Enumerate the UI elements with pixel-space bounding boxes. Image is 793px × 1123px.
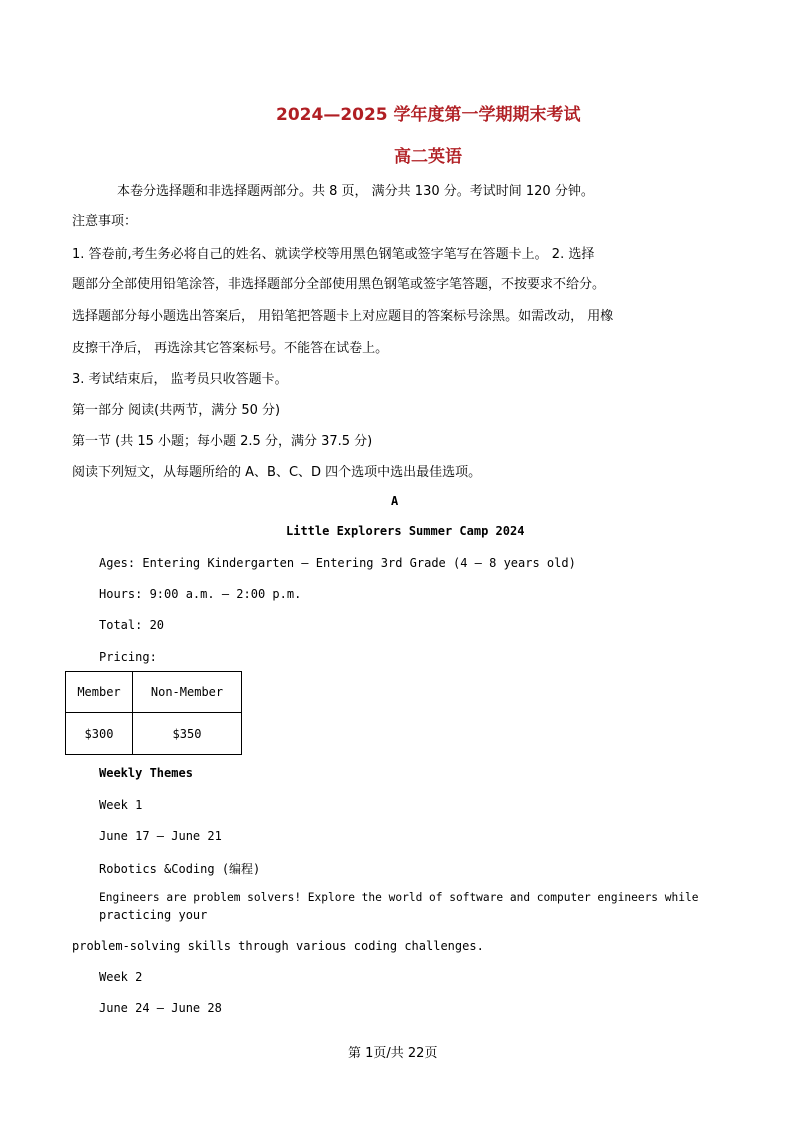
week-2-label: Week 2 bbox=[99, 970, 143, 984]
note-1-line-2: 题部分全部使用铅笔涂答，非选择题部分全部使用黑色钢笔或签字笔答题，不按要求不给分。 bbox=[72, 277, 606, 292]
camp-hours: Hours: 9:00 a.m. — 2:00 p.m. bbox=[99, 587, 302, 601]
reading-instruction: 阅读下列短文，从每题所给的 A、B、C、D 四个选项中选出最佳选项。 bbox=[72, 465, 482, 480]
pricing-table bbox=[65, 671, 242, 755]
note-2-line-2: 皮擦干净后， 再选涂其它答案标号。不能答在试卷上。 bbox=[72, 341, 389, 356]
weekly-themes-heading: Weekly Themes bbox=[99, 766, 193, 780]
week-1-dates: June 17 — June 21 bbox=[99, 829, 222, 843]
week-1-description-line-3: problem-solving skills through various coding challenges. bbox=[72, 939, 484, 953]
week-1-description-line-2: practicing your bbox=[99, 908, 208, 922]
week-1-theme: Robotics &Coding (编程) bbox=[99, 862, 261, 876]
passage-label: A bbox=[391, 494, 399, 508]
table-cell-member-price: $300 bbox=[66, 713, 133, 755]
week-2-dates: June 24 — June 28 bbox=[99, 1001, 222, 1015]
exam-title: 2024—2025 学年度第一学期期末考试 bbox=[276, 105, 581, 125]
part-one-heading: 第一部分 阅读(共两节，满分 50 分) bbox=[72, 403, 281, 418]
camp-ages: Ages: Entering Kindergarten — Entering 3rd Grade (4 — 8 years old) bbox=[99, 556, 576, 570]
note-1-line-1: 1. 答卷前,考生务必将自己的姓名、就读学校等用黑色钢笔或签字笔写在答题卡上。 2. 选择 bbox=[72, 247, 595, 262]
passage-title: Little Explorers Summer Camp 2024 bbox=[286, 524, 525, 538]
page-number: 第 1页/共 22页 bbox=[348, 1046, 438, 1061]
camp-total: Total: 20 bbox=[99, 618, 165, 632]
exam-subject: 高二英语 bbox=[394, 147, 462, 167]
table-row bbox=[66, 713, 242, 755]
table-header-non-member: Non-Member bbox=[133, 672, 242, 713]
section-one-heading: 第一节 (共 15 小题；每小题 2.5 分，满分 37.5 分) bbox=[72, 434, 373, 449]
table-cell-non-member-price: $350 bbox=[133, 713, 242, 755]
notes-heading: 注意事项： bbox=[72, 214, 138, 229]
week-1-label: Week 1 bbox=[99, 798, 143, 812]
exam-intro: 本卷分选择题和非选择题两部分。共 8 页， 满分共 130 分。考试时间 120 分钟。 bbox=[117, 184, 594, 199]
camp-pricing-label: Pricing: bbox=[99, 650, 157, 664]
note-2-line-1: 选择题部分每小题选出答案后， 用铅笔把答题卡上对应题目的答案标号涂黑。如需改动， 用橡 bbox=[72, 309, 614, 324]
week-1-description-line-1: Engineers are problem solvers! Explore the world of software and computer engineers while bbox=[99, 891, 699, 904]
note-3: 3. 考试结束后， 监考员只收答题卡。 bbox=[72, 372, 288, 387]
table-row bbox=[66, 672, 242, 713]
table-header-member: Member bbox=[66, 672, 133, 713]
